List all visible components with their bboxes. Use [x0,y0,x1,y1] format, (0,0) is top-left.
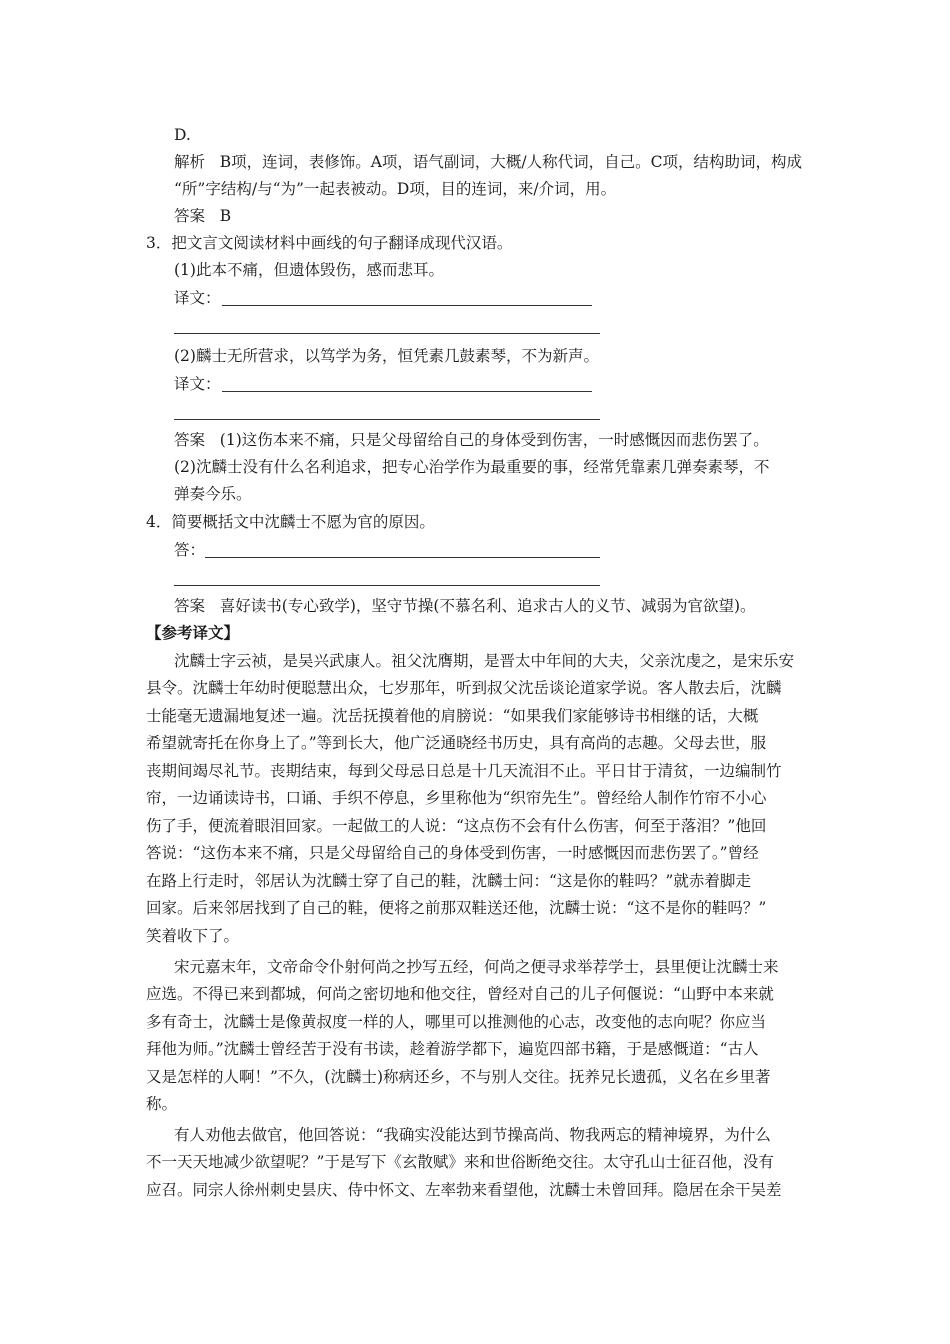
p1-line: 帘，一边诵读诗书，口诵、手织不停息，乡里称他为“织帘先生”。曾经给人制作竹帘不小心 [146,789,767,807]
answer-label: 答案 [174,597,206,615]
q4-answer [174,595,756,617]
q4-stem: 4．简要概括文中沈麟士不愿为官的原因。 [146,513,435,531]
p1-line: 丧期间竭尽礼节。丧期结束，每到父母忌日总是十几天流泪不止。平日甘于清贫，一边编制竹 [146,762,782,780]
p1-line: 士能毫无遗漏地复述一遍。沈岳抚摸着他的肩膀说：“如果我们家能够诗书相继的话，大概 [146,707,759,725]
q3-answer-blank-1b[interactable] [174,333,600,334]
p1-line: 笑着收下了。 [146,927,240,945]
q4-answer-prompt: 答： [174,541,206,559]
answer-label: 答案 [174,431,206,449]
p1-line: 伤了手，便流着眼泪回家。一起做工的人说：“这点伤不会有什么伤害，何至于落泪？”他回 [146,817,767,835]
q3-sentence-2: (2)麟士无所营求，以笃学为务，恒凭素几鼓素琴，不为新声。 [174,347,599,365]
q3-sentence-1: (1)此本不痛，但遗体毁伤，感而悲耳。 [174,261,444,279]
reference-heading: 【参考译文】 [146,623,240,642]
p3-line: 不一天天地减少欲望呢？”于是写下《玄散赋》来和世俗断绝交往。太守孔山士征召他，没有 [146,1153,774,1171]
p2-line: 称。 [146,1095,178,1113]
q3-answer-blank-1a[interactable] [222,305,592,306]
answer-text: (1)这伤本来不痛，只是父母留给自己的身体受到伤害，一时感慨因而悲伤罢了。 [219,431,769,449]
analysis-text: B项，连词，表修饰。A项，语气副词，大概/人称代词，自己。C项，结构助词，构成 [219,153,802,171]
answer-text: 喜好读书(专心致学)，坚守节操(不慕名利、追求古人的义节、减弱为官欲望)。 [219,597,756,615]
q3-translation-label-1: 译文： [174,289,221,307]
p1-line: 沈麟士字云祯，是吴兴武康人。祖父沈膺期，是晋太中年间的大夫，父亲沈虔之，是宋乐安 [174,652,795,670]
p2-line: 拜他为师。”沈麟士曾经苦于没有书读，趁着游学都下，遍览四部书籍，于是感慨道：“古人 [146,1040,759,1058]
q3-stem: 3．把文言文阅读材料中画线的句子翻译成现代汉语。 [146,234,513,252]
q4-answer-blank-b[interactable] [174,585,600,586]
p2-line: 又是怎样的人啊！”不久，(沈麟士)称病还乡，不与别人交往。抚养兄长遗孤，义名在乡里著 [146,1068,771,1086]
q3-answer-line-2: (2)沈麟士没有什么名利追求，把专心治学作为最重要的事，经常凭靠素几弹奏素琴，不 [174,458,770,476]
q3-answer-blank-2b[interactable] [174,419,600,420]
q2-answer [174,205,231,227]
q2-analysis-line-2: “所”字结构/与“为”一起表被动。D项，目的连词，来/介词，用。 [174,180,617,198]
p1-line: 回家。后来邻居找到了自己的鞋，便将之前那双鞋送还他，沈麟士说：“这不是你的鞋吗？” [146,899,767,917]
q3-answer-line-1 [174,429,769,451]
q3-answer-line-3: 弹奏今乐。 [174,485,252,503]
p3-line: 有人劝他去做官，他回答说：“我确实没能达到节操高尚、物我两忘的精神境界，为什么 [174,1126,771,1144]
q3-translation-label-2: 译文： [174,375,221,393]
p1-line: 答说：“这伤本来不痛，只是父母留给自己的身体受到伤害，一时感慨因而悲伤罢了。”曾经 [146,844,759,862]
q3-answer-blank-2a[interactable] [222,391,592,392]
p3-line: 应召。同宗人徐州刺史昙庆、侍中怀文、左率勃来看望他，沈麟士未曾回拜。隐居在余干吴差 [146,1181,782,1199]
p1-line: 在路上行走时，邻居认为沈麟士穿了自己的鞋，沈麟士问：“这是你的鞋吗？”就赤着脚走 [146,872,751,890]
p2-line: 多有奇士，沈麟士是像黄叔度一样的人，哪里可以推测他的心志，改变他的志向呢？你应当 [146,1013,767,1031]
answer-label: 答案 [174,207,206,225]
q4-answer-blank-a[interactable] [205,557,600,558]
p2-line: 宋元嘉末年，文帝命令仆射何尚之抄写五经，何尚之便寻求举荐学士，县里便让沈麟士来 [174,958,779,976]
analysis-label: 解析 [174,153,206,171]
p1-line: 县令。沈麟士年幼时便聪慧出众，七岁那年，听到叔父沈岳谈论道家学说。客人散去后，沈麟 [146,679,782,697]
option-d: D. [174,126,191,144]
q2-analysis-line-1 [174,151,802,173]
p2-line: 应选。不得已来到都城，何尚之密切地和他交往，曾经对自己的儿子何偃说：“山野中本来就 [146,985,774,1003]
p1-line: 希望就寄托在你身上了。”等到长大，他广泛通晓经书历史，具有高尚的志趣。父母去世，服 [146,734,767,752]
answer-value: B [219,207,232,225]
